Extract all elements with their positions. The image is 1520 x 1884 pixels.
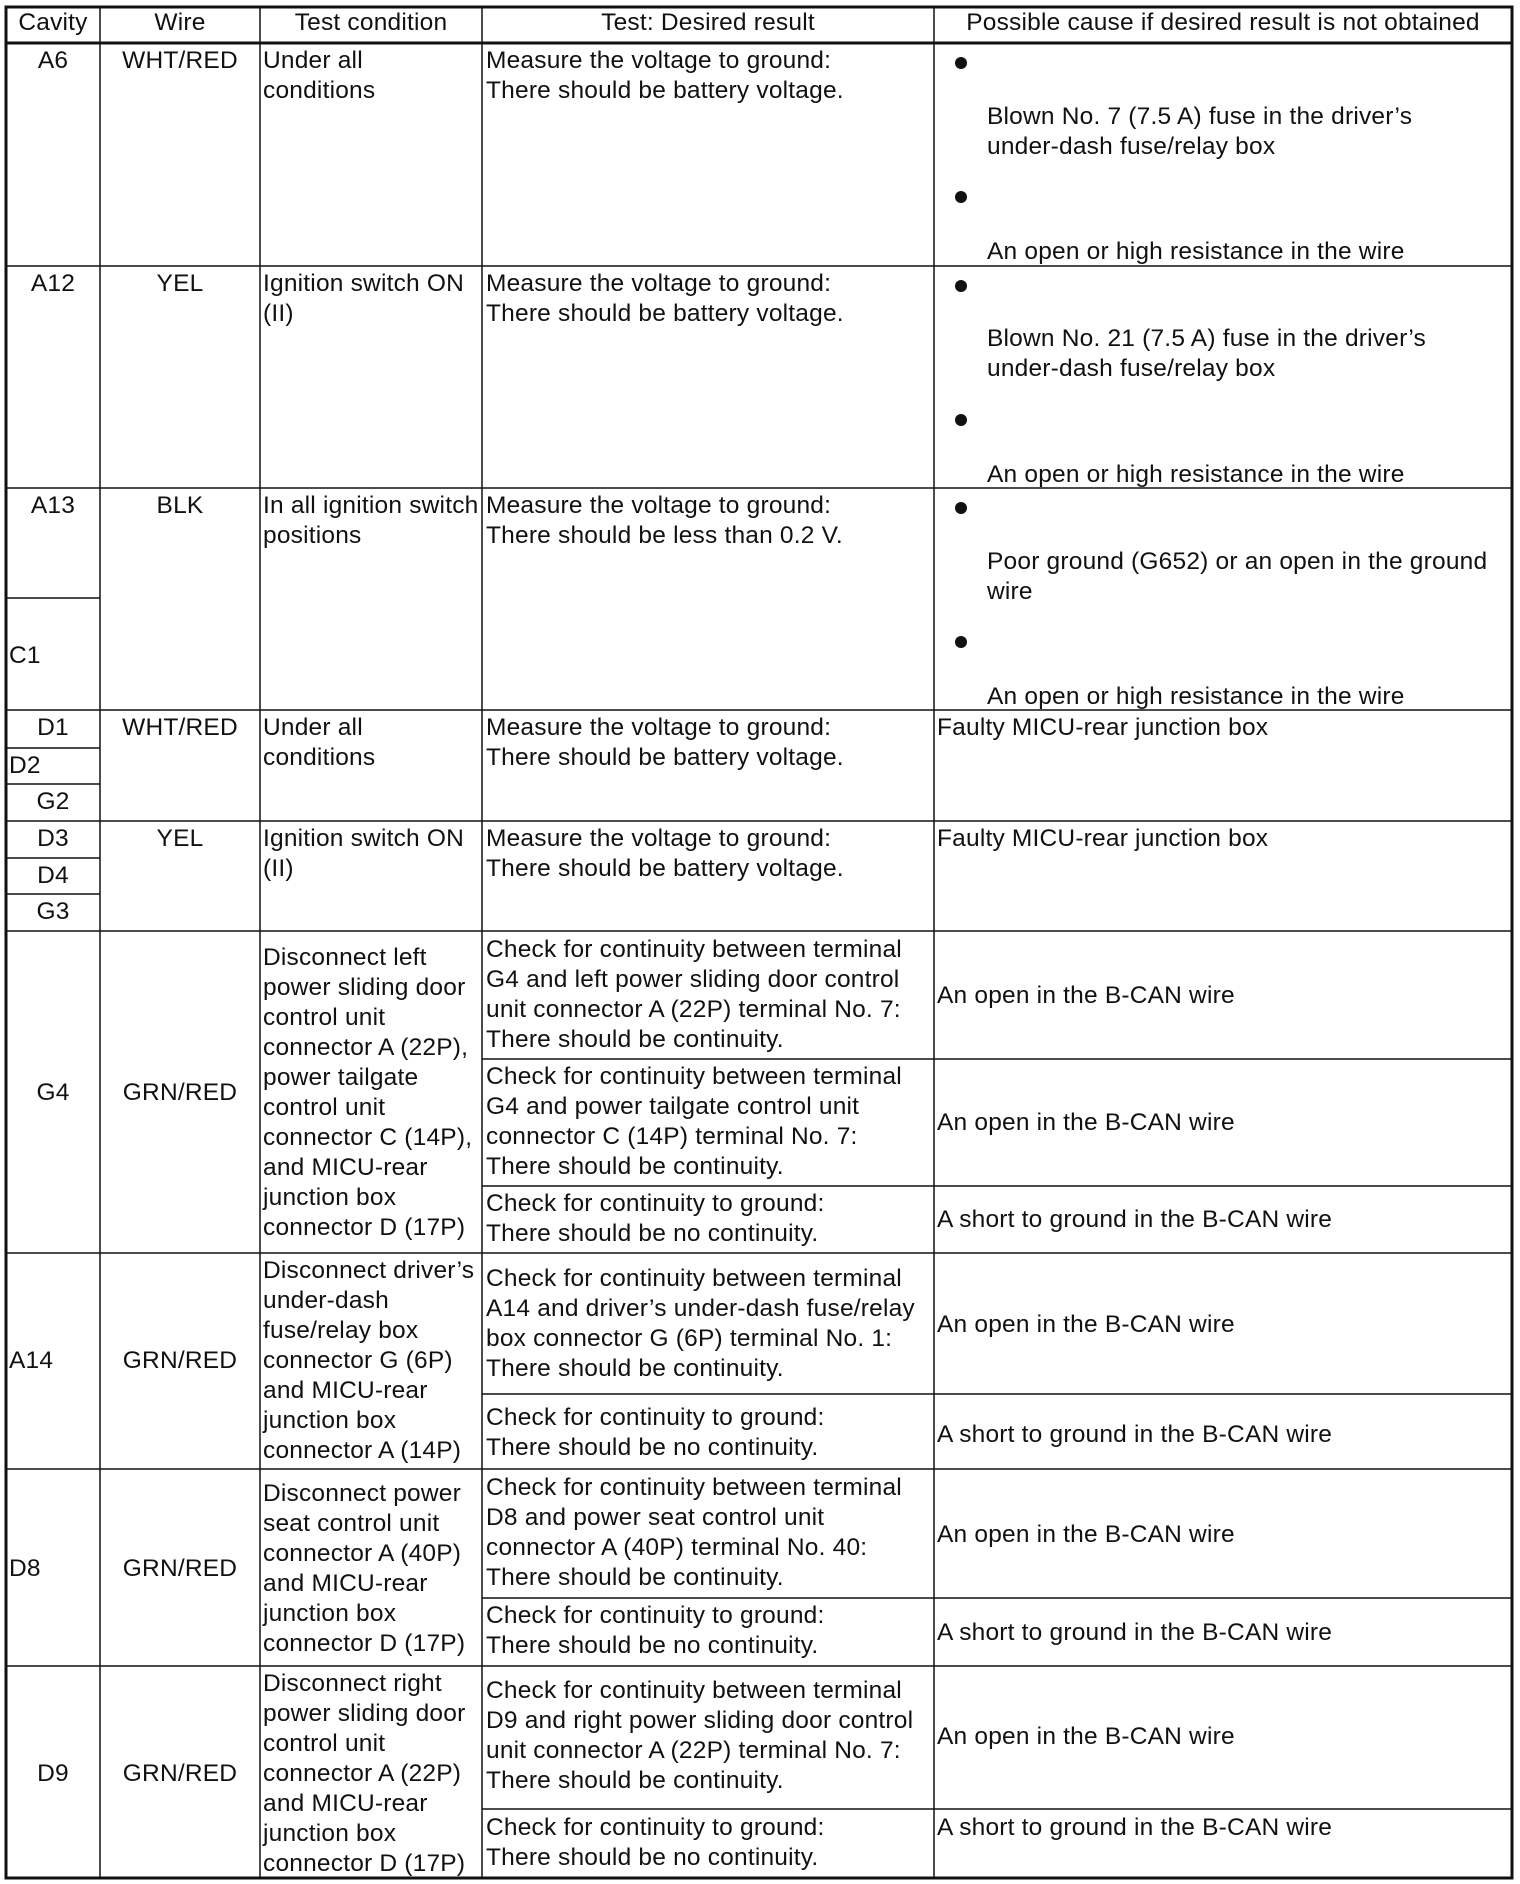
cause-g4-a: An open in the B-CAN wire — [937, 982, 1235, 1009]
header-cavity: Cavity — [18, 9, 88, 36]
result-a13: Measure the voltage to ground: There should be less than 0.2 V. — [486, 492, 843, 549]
wire-d1: WHT/RED — [122, 714, 238, 741]
condition-a14: Disconnect driver’s under-dash fuse/relay box connector G (6P) and MICU-rear junction box connector A (14P) — [263, 1257, 475, 1464]
cause-a6-open: An open or high resistance in the wire — [987, 238, 1405, 265]
cavity-a14: A14 — [9, 1347, 54, 1374]
cause-a13-open: An open or high resistance in the wire — [987, 683, 1405, 710]
bullet-icon — [955, 280, 967, 292]
result-g4-b: Check for continuity between terminal G4 and power tailgate control unit connector C (14P) terminal No. 7: There should be continuity. — [486, 1063, 902, 1180]
header-desired-result: Test: Desired result — [601, 9, 815, 36]
result-a14-b: Check for continuity to ground: There should be no continuity. — [486, 1404, 825, 1461]
result-d3: Measure the voltage to ground: There should be battery voltage. — [486, 825, 844, 882]
wire-a12: YEL — [156, 270, 204, 297]
cause-a12-open: An open or high resistance in the wire — [987, 461, 1405, 488]
wire-a14: GRN/RED — [122, 1347, 238, 1374]
wire-a6: WHT/RED — [122, 47, 238, 74]
result-g4-a: Check for continuity between terminal G4 and left power sliding door control unit connector A (22P) terminal No. 7: There should be continuity. — [486, 936, 902, 1053]
result-d1: Measure the voltage to ground: There should be battery voltage. — [486, 714, 844, 771]
result-g4-c: Check for continuity to ground: There should be no continuity. — [486, 1190, 825, 1247]
result-a12: Measure the voltage to ground: There should be battery voltage. — [486, 270, 844, 327]
bullet-icon — [955, 57, 967, 69]
header-wire: Wire — [154, 9, 206, 36]
cause-d9-b: A short to ground in the B-CAN wire — [937, 1814, 1333, 1841]
cause-g4-b: An open in the B-CAN wire — [937, 1109, 1235, 1136]
result-a6: Measure the voltage to ground: There should be battery voltage. — [486, 47, 844, 104]
cause-d9-a: An open in the B-CAN wire — [937, 1723, 1235, 1750]
cause-a6-fuse: Blown No. 7 (7.5 A) fuse in the driver’s under-dash fuse/relay box — [987, 103, 1413, 160]
cavity-d2: D2 — [9, 752, 41, 779]
wire-a13: BLK — [156, 492, 204, 519]
wire-d3: YEL — [156, 825, 204, 852]
condition-d9: Disconnect right power sliding door control unit connector A (22P) and MICU-rear junction box connector D (17P) — [263, 1670, 466, 1877]
result-d8-a: Check for continuity between terminal D8 and power seat control unit connector A (40P) terminal No. 40: There should be continuity. — [486, 1474, 902, 1591]
condition-d1: Under all conditions — [263, 714, 376, 771]
result-d9-a: Check for continuity between terminal D9 and right power sliding door control unit connector A (22P) terminal No. 7: There should be continuity. — [486, 1677, 914, 1794]
condition-d3: Ignition switch ON (II) — [263, 825, 465, 882]
condition-a6: Under all conditions — [263, 47, 376, 104]
cause-g4-c: A short to ground in the B-CAN wire — [937, 1206, 1333, 1233]
result-d8-b: Check for continuity to ground: There should be no continuity. — [486, 1602, 825, 1659]
cavity-g4: G4 — [36, 1079, 70, 1106]
cause-a14-a: An open in the B-CAN wire — [937, 1311, 1235, 1338]
cause-d3: Faulty MICU-rear junction box — [937, 825, 1269, 852]
result-a14-a: Check for continuity between terminal A14 and driver’s under-dash fuse/relay box connector G (6P) terminal No. 1: There should be continuity. — [486, 1265, 915, 1382]
condition-a12: Ignition switch ON (II) — [263, 270, 465, 327]
cause-a13-ground: Poor ground (G652) or an open in the ground wire — [987, 548, 1488, 605]
cavity-d9: D9 — [37, 1760, 69, 1787]
condition-g4: Disconnect left power sliding door control unit connector A (22P), power tailgate control unit connector C (14P), and MICU-rear junction box connector D (17P) — [263, 944, 473, 1241]
bullet-icon — [955, 191, 967, 203]
condition-a13: In all ignition switch positions — [263, 492, 479, 549]
cavity-d4: D4 — [37, 862, 69, 889]
cavity-d1: D1 — [37, 714, 69, 741]
cavity-g3: G3 — [36, 898, 70, 925]
cavity-d8: D8 — [9, 1555, 41, 1582]
wire-d9: GRN/RED — [122, 1760, 238, 1787]
header-test-condition: Test condition — [294, 9, 448, 36]
cavity-a6: A6 — [37, 47, 69, 74]
cause-d8-a: An open in the B-CAN wire — [937, 1521, 1235, 1548]
cavity-c1: C1 — [9, 642, 41, 669]
cavity-a13: A13 — [30, 492, 76, 519]
cavity-d3: D3 — [37, 825, 69, 852]
cause-d8-b: A short to ground in the B-CAN wire — [937, 1619, 1333, 1646]
condition-d8: Disconnect power seat control unit connector A (40P) and MICU-rear junction box connector D (17P) — [263, 1480, 466, 1657]
result-d9-b: Check for continuity to ground: There should be no continuity. — [486, 1814, 825, 1871]
bullet-icon — [955, 502, 967, 514]
cavity-g2: G2 — [36, 788, 70, 815]
cause-a14-b: A short to ground in the B-CAN wire — [937, 1421, 1333, 1448]
cause-d1: Faulty MICU-rear junction box — [937, 714, 1269, 741]
bullet-icon — [955, 636, 967, 648]
bullet-icon — [955, 414, 967, 426]
cavity-a12: A12 — [30, 270, 76, 297]
wire-d8: GRN/RED — [122, 1555, 238, 1582]
header-possible-cause: Possible cause if desired result is not obtained — [966, 9, 1480, 36]
cause-a12-fuse: Blown No. 21 (7.5 A) fuse in the driver’s under-dash fuse/relay box — [987, 325, 1426, 382]
wire-g4: GRN/RED — [122, 1079, 238, 1106]
